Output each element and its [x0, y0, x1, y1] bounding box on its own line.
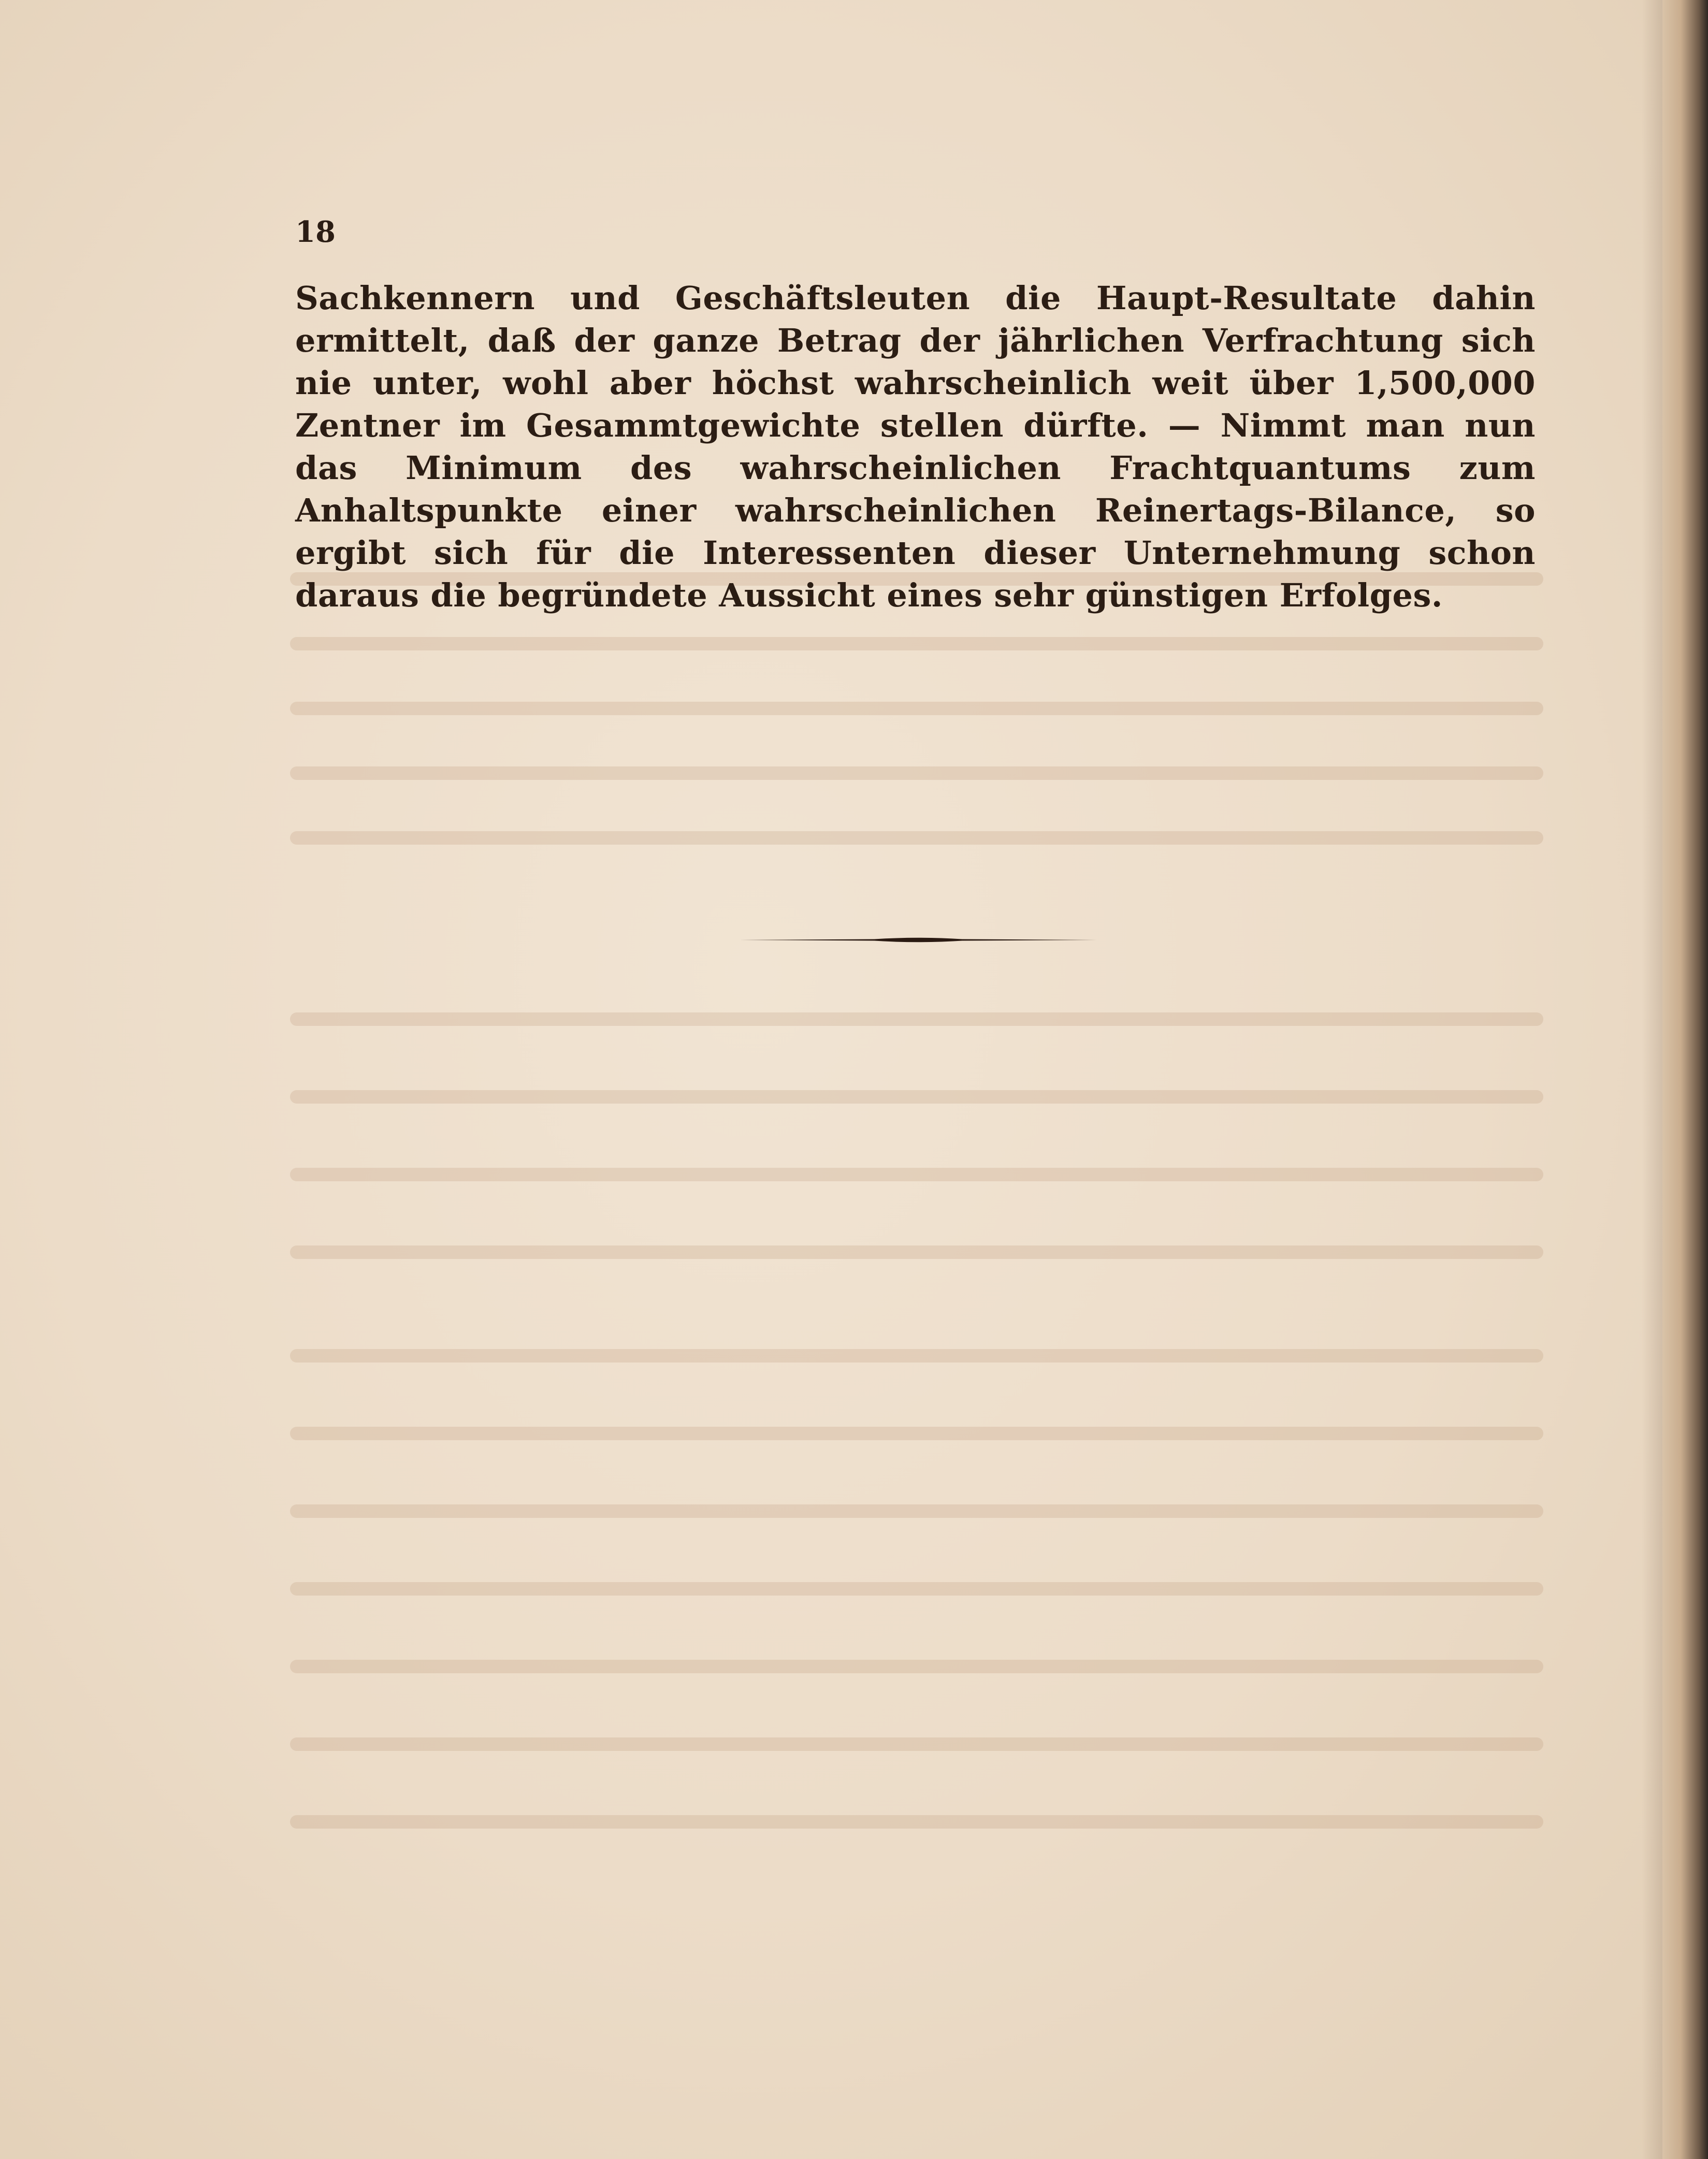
bleed-through — [290, 766, 1543, 780]
bleed-through — [290, 1815, 1543, 1829]
bleed-through — [290, 637, 1543, 650]
bleed-through — [290, 831, 1543, 845]
bleed-through — [290, 1504, 1543, 1518]
bleed-through — [290, 1427, 1543, 1440]
bleed-through — [290, 1012, 1543, 1026]
bleed-through — [290, 1168, 1543, 1181]
ornamental-rule — [740, 936, 1097, 944]
bleed-through — [290, 1582, 1543, 1596]
page-number: 18 — [295, 215, 336, 249]
body-paragraph: Sachkennern und Geschäftsleuten die Haupt-Resultate dahin ermittelt, daß der ganze Betrag der jährlichen Verfrachtung sich nie unter, wohl aber höchst wahrscheinlich weit über 1,500,000 Zentner im Gesammtgewichte stellen dürfte. — Nimmt man nun das Minimum des wahrscheinlichen Frachtquantums zum Anhaltspunkte einer wahrscheinlichen Reinertags-Bilance, so ergibt sich für die Interessenten dieser Unternehmung schon daraus die begründete Aussicht eines sehr günstigen Erfolges. — [295, 279, 1536, 614]
bleed-through — [290, 702, 1543, 715]
page-edge-shadow — [1642, 0, 1665, 2159]
book-gutter — [1662, 0, 1708, 2159]
bleed-through — [290, 1245, 1543, 1259]
bleed-through — [290, 1737, 1543, 1751]
bleed-through — [290, 1660, 1543, 1673]
bleed-through — [290, 1349, 1543, 1363]
bleed-through — [290, 1090, 1543, 1104]
